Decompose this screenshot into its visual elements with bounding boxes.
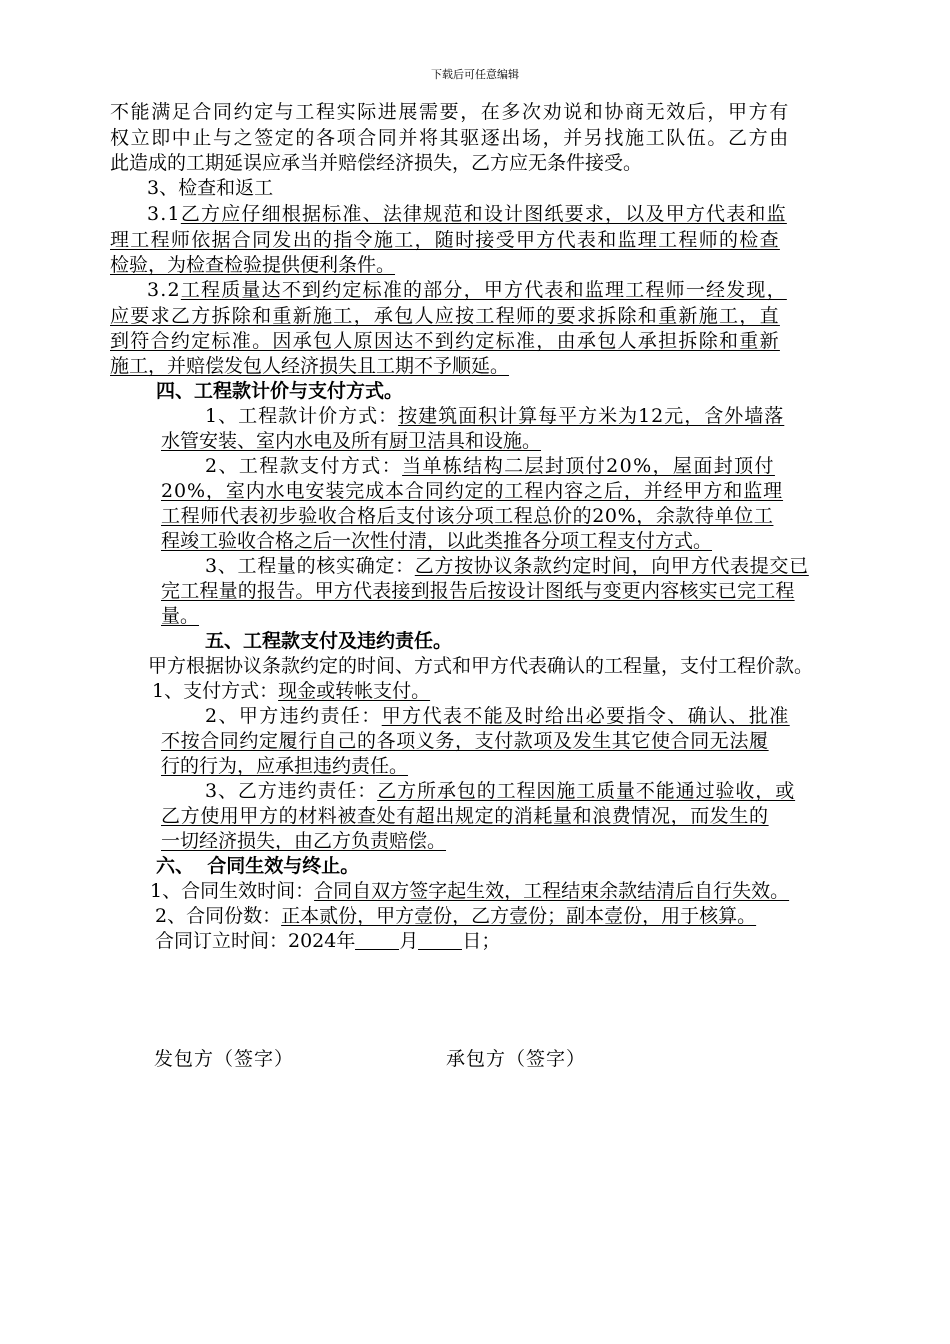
s6-date-prefix: 合同订立时间：2024年 bbox=[155, 930, 356, 952]
s5-3-label: 3、乙方违约责任： bbox=[205, 780, 378, 802]
s4-3-line-1 bbox=[205, 554, 809, 578]
s4-2-label: 2、工程款支付方式： bbox=[205, 455, 403, 477]
s6-1-label: 1、合同生效时间： bbox=[150, 880, 315, 902]
s3-1-line-1 bbox=[147, 202, 787, 226]
s5-2-line-3: 行的行为，应承担违约责任。 bbox=[161, 755, 409, 777]
s3-1-line-3: 检验，为检查检验提供便利条件。 bbox=[110, 254, 396, 276]
s6-2-value: 正本贰份，甲方壹份，乙方壹份；副本壹份，用于核算。 bbox=[281, 905, 757, 927]
s3-2-prefix: 3.2 bbox=[147, 279, 181, 301]
signature-left: 发包方（签字） bbox=[154, 1048, 295, 1070]
section-6-title: 六、 合同生效与终止。 bbox=[156, 855, 360, 877]
s5-2-line-1 bbox=[205, 704, 790, 728]
s5-3-line-3: 一切经济损失，由乙方负责赔偿。 bbox=[161, 830, 447, 852]
s5-3-line-1 bbox=[205, 779, 795, 803]
s4-1-line-1 bbox=[205, 404, 784, 428]
s3-2-line-3: 到符合约定标准。因承包人原因达不到约定标准，由承包人承担拆除和重新 bbox=[110, 330, 780, 352]
s4-3-line-2: 完工程量的报告。甲方代表接到报告后按设计图纸与变更内容核实已完工程 bbox=[161, 580, 795, 602]
section-4-title: 四、工程款计价与支付方式。 bbox=[156, 380, 404, 402]
s5-3-line-2: 乙方使用甲方的材料被查处有超出规定的消耗量和浪费情况，而发生的 bbox=[161, 805, 769, 827]
s3-2-line-4: 施工，并赔偿发包人经济损失且工期不予顺延。 bbox=[110, 355, 510, 377]
s4-1-text-1: 按建筑面积计算每平方米为12元，含外墙落 bbox=[398, 405, 785, 427]
s4-3-line-3: 量。 bbox=[161, 605, 200, 627]
month-blank bbox=[355, 931, 399, 950]
s4-2-line-3: 工程师代表初步验收合格后支付该分项工程总价的20%，余款待单位工 bbox=[161, 505, 774, 527]
s6-date-month: 月 bbox=[399, 930, 419, 952]
section-3-title: 3、检查和返工 bbox=[147, 177, 274, 199]
s6-date-line bbox=[155, 929, 500, 953]
s4-1-line-2: 水管安装、室内水电及所有厨卫洁具和设施。 bbox=[161, 430, 542, 452]
intro-line-1: 不能满足合同约定与工程实际进展需要，在多次劝说和协商无效后，甲方有 bbox=[110, 101, 790, 123]
page-header: 下载后可任意编辑 bbox=[431, 68, 519, 81]
s5-2-text-1: 甲方代表不能及时给出必要指令、确认、批准 bbox=[381, 705, 790, 727]
s6-date-day: 日； bbox=[462, 930, 501, 952]
s6-1-value: 合同自双方签字起生效，工程结束余款结清后自行失效。 bbox=[314, 880, 790, 902]
s3-2-text-1: 工程质量达不到约定标准的部分，甲方代表和监理工程师一经发现， bbox=[180, 279, 787, 301]
s5-3-text-1: 乙方所承包的工程因施工质量不能通过验收，或 bbox=[377, 780, 796, 802]
intro-line-2: 权立即中止与之签定的各项合同并将其驱逐出场，并另找施工队伍。乙方由 bbox=[110, 127, 790, 149]
s4-1-label: 1、工程款计价方式： bbox=[205, 405, 399, 427]
s3-1-text-1: 乙方应仔细根据标准、法律规范和设计图纸要求，以及甲方代表和监 bbox=[180, 203, 787, 225]
s5-1-value: 现金或转帐支付。 bbox=[278, 680, 431, 702]
s5-1-line bbox=[152, 679, 430, 703]
s6-2-label: 2、合同份数： bbox=[155, 905, 282, 927]
s4-3-label: 3、工程量的核实确定： bbox=[205, 555, 415, 577]
s5-intro: 甲方根据协议条款约定的时间、方式和甲方代表确认的工程量，支付工程价款。 bbox=[148, 655, 814, 677]
s5-2-line-2: 不按合同约定履行自己的各项义务，支付款项及发生其它使合同无法履 bbox=[161, 730, 769, 752]
section-5-title: 五、工程款支付及违约责任。 bbox=[205, 630, 453, 652]
intro-line-3: 此造成的工期延误应承当并赔偿经济损失，乙方应无条件接受。 bbox=[110, 152, 643, 174]
s6-2-line bbox=[155, 904, 756, 928]
s4-3-text-1: 乙方按协议条款约定时间，向甲方代表提交已 bbox=[414, 555, 809, 577]
s5-1-label: 1、支付方式： bbox=[152, 680, 279, 702]
s3-1-prefix: 3.1 bbox=[147, 203, 181, 225]
s4-2-text-1: 当单栋结构二层封顶付20%，屋面封顶付 bbox=[402, 455, 775, 477]
s3-2-line-1 bbox=[147, 278, 787, 302]
s4-2-line-4: 程竣工验收合格之后一次性付清，以此类推各分项工程支付方式。 bbox=[161, 530, 713, 552]
s5-2-label: 2、甲方违约责任： bbox=[205, 705, 382, 727]
signature-right: 承包方（签字） bbox=[446, 1048, 587, 1070]
s4-2-line-2: 20%，室内水电安装完成本合同约定的工程内容之后，并经甲方和监理 bbox=[161, 480, 784, 502]
s3-2-line-2: 应要求乙方拆除和重新施工，承包人应按工程师的要求拆除和重新施工，直 bbox=[110, 305, 780, 327]
s3-1-line-2: 理工程师依据合同发出的指令施工，随时接受甲方代表和监理工程师的检查 bbox=[110, 229, 780, 251]
s4-2-line-1 bbox=[205, 454, 775, 478]
s6-1-line bbox=[150, 879, 789, 903]
day-blank bbox=[418, 931, 462, 950]
